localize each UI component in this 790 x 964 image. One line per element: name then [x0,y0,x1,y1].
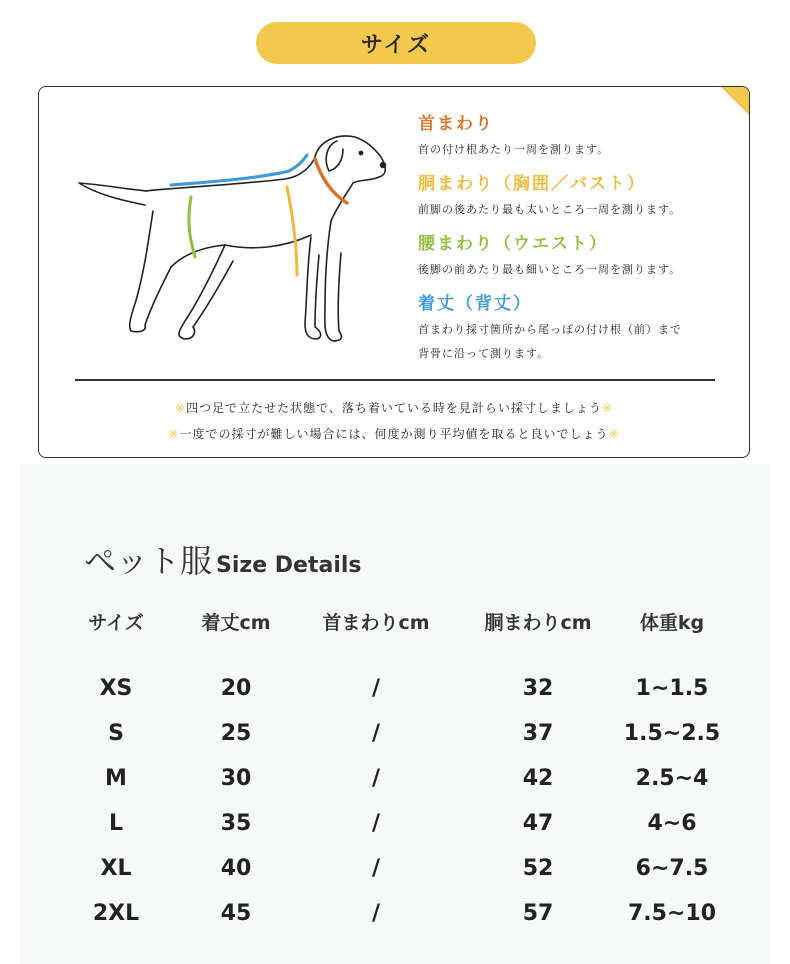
size-banner-title: サイズ [360,32,432,58]
length-desc-line2: 背骨に沿って測ります。 [418,347,550,360]
neck-line [315,159,347,203]
chest-desc: 前脚の後あたり最も太いところ一周を測ります。 [418,203,682,216]
table-cell: 37 [522,721,554,746]
table-cell: 2.5~4 [635,766,709,791]
table-cell: 1~1.5 [635,676,709,701]
table-cell: 25 [220,721,252,746]
note-1-text: 四つ足で立たせた状態で、落ち着いている時を見計らい採寸しましょう [186,401,602,415]
column-header: サイズ [88,612,144,634]
table-heading [84,536,362,582]
measurement-guide [38,86,750,458]
table-title-en: Size Details [216,553,362,578]
chest-line [287,187,297,275]
note-1-star-right: ※ [601,401,613,415]
table-cell: 4~6 [647,811,697,836]
table-cell: 40 [220,856,252,881]
column-header: 体重kg [639,612,705,634]
note-2 [39,425,749,442]
table-cell: XS [99,676,133,701]
chest-title: 胴まわり（胸囲／バスト） [418,174,646,194]
waist-line [189,197,195,257]
note-2-text: 一度での採寸が難しい場合には、何度か測り平均値を取ると良いでしょう [179,427,609,441]
column-header: 着丈cm [201,612,271,634]
table-cell: L [108,811,124,836]
length-desc-line1: 首まわり採寸箇所から尾っぽの付け根（前）まで [418,323,682,336]
neck-title: 首まわり [418,114,494,134]
note-1-star-left: ※ [175,401,187,415]
table-title-jp: ペット服 [84,542,213,580]
table-cell: / [371,676,381,701]
dog-illustration [75,127,395,347]
table-cell: 45 [220,901,252,926]
table-cell: / [371,811,381,836]
table-cell: / [371,766,381,791]
guide-divider [75,379,715,381]
table-cell: M [105,766,127,791]
neck-desc: 首の付け根あたり一周を測ります。 [418,143,610,156]
table-cell: / [371,901,381,926]
note-1 [39,399,749,416]
waist-desc: 後脚の前あたり最も細いところ一周を測ります。 [418,263,682,276]
size-table-section [20,464,770,964]
note-2-star-right: ※ [608,427,620,441]
table-cell: 6~7.5 [635,856,709,881]
table-cell: 52 [522,856,554,881]
table-cell: 47 [522,811,554,836]
note-2-star-left: ※ [168,427,180,441]
table-cell: 35 [220,811,252,836]
length-title: 着丈（背丈） [418,294,532,314]
table-cell: 20 [220,676,252,701]
table-cell: 57 [522,901,554,926]
table-cell: 7.5~10 [627,901,717,926]
length-line [171,155,307,185]
table-cell: 32 [522,676,554,701]
column-header: 首まわりcm [322,612,430,634]
corner-accent [721,87,749,115]
table-cell: / [371,856,381,881]
column-header: 胴まわりcm [484,612,592,634]
table-cell: / [371,721,381,746]
table-cell: S [108,721,124,746]
table-cell: 42 [522,766,554,791]
table-cell: 30 [220,766,252,791]
waist-title: 腰まわり（ウエスト） [418,234,608,254]
table-cell: 2XL [92,901,140,926]
size-banner [256,22,536,64]
table-cell: XL [100,856,132,881]
table-cell: 1.5~2.5 [623,721,721,746]
